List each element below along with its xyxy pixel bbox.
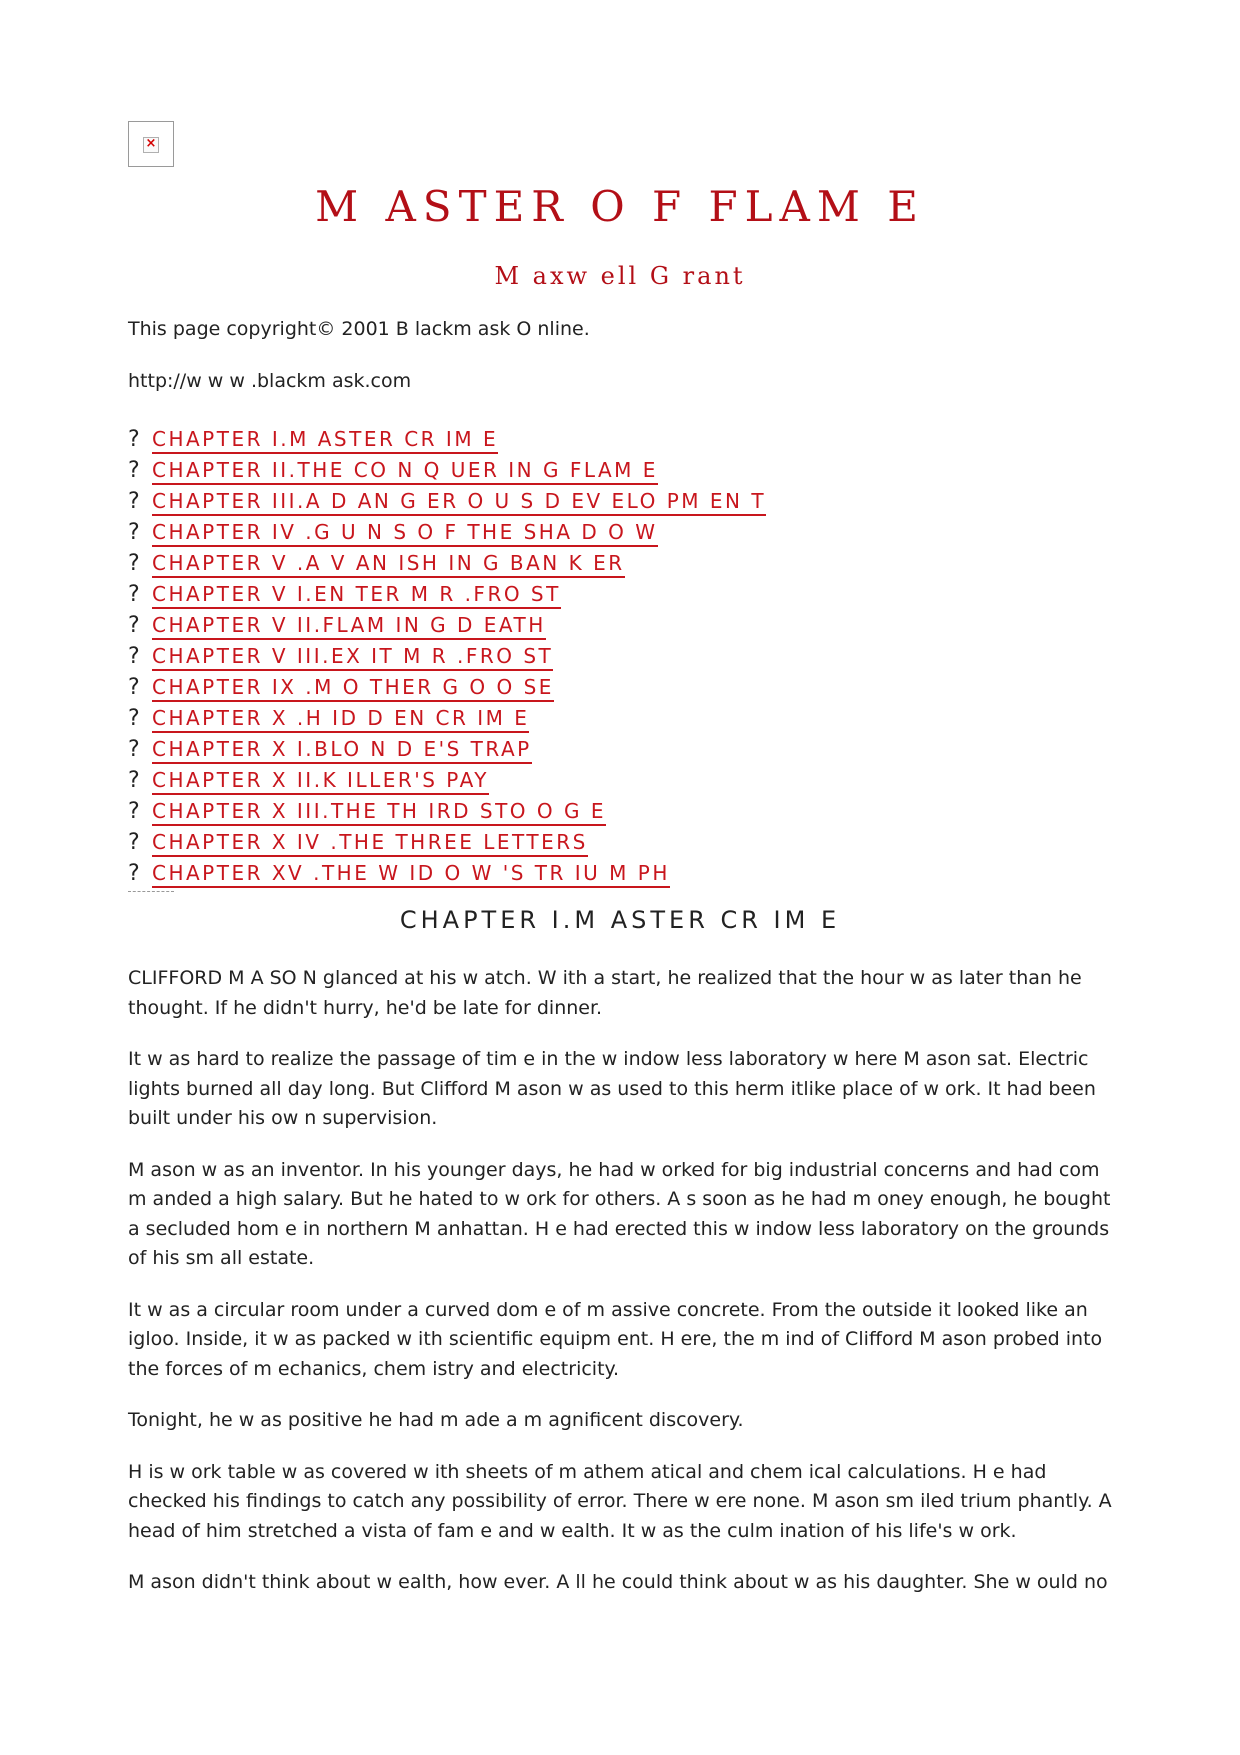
broken-image-placeholder bbox=[128, 121, 174, 167]
toc-bullet: ? bbox=[128, 520, 140, 545]
toc-link-chapter-14[interactable]: CHAPTER X IV .THE THREE LETTERS bbox=[152, 830, 588, 857]
paragraph: Tonight, he w as positive he had m ade a m agnificent discovery. bbox=[128, 1409, 744, 1431]
toc-bullet: ? bbox=[128, 861, 140, 886]
toc-link-chapter-7[interactable]: CHAPTER V II.FLAM IN G D EATH bbox=[152, 613, 546, 640]
toc-bullet: ? bbox=[128, 458, 140, 483]
toc-bullet: ? bbox=[128, 706, 140, 731]
toc-bullet: ? bbox=[128, 675, 140, 700]
chapter-heading: CHAPTER I.M ASTER CR IM E bbox=[399, 906, 841, 934]
paragraph: It w as a circular room under a curved dom e of m assive concrete. From the outside it looked like an igloo. Inside, it w as packed w ith scientific equipm ent. H ere, the m ind of Clifford M ason probed into the forces of m echanics, chem istry and electricity. bbox=[128, 1298, 1103, 1380]
toc-link-chapter-10[interactable]: CHAPTER X .H ID D EN CR IM E bbox=[152, 706, 529, 733]
toc-link-chapter-13[interactable]: CHAPTER X III.THE TH IRD STO O G E bbox=[152, 799, 606, 826]
toc-link-chapter-6[interactable]: CHAPTER V I.EN TER M R .FRO ST bbox=[152, 582, 561, 609]
toc-item bbox=[128, 549, 766, 580]
table-of-contents bbox=[128, 425, 766, 890]
paragraph: M ason didn't think about w ealth, how ever. A ll he could think about w as his daughter. She w ould no bbox=[128, 1571, 1108, 1593]
toc-item bbox=[128, 735, 766, 766]
toc-link-chapter-11[interactable]: CHAPTER X I.BLO N D E'S TRAP bbox=[152, 737, 532, 764]
toc-bullet: ? bbox=[128, 427, 140, 452]
toc-bullet: ? bbox=[128, 551, 140, 576]
toc-bullet: ? bbox=[128, 768, 140, 793]
toc-link-chapter-9[interactable]: CHAPTER IX .M O THER G O O SE bbox=[152, 675, 554, 702]
broken-image-glyph: × bbox=[145, 136, 157, 151]
toc-link-chapter-15[interactable]: CHAPTER XV .THE W ID O W 'S TR IU M PH bbox=[152, 861, 670, 888]
toc-item bbox=[128, 642, 766, 673]
toc-bullet: ? bbox=[128, 613, 140, 638]
toc-item bbox=[128, 673, 766, 704]
paragraph: CLIFFORD M A SO N glanced at his w atch. W ith a start, he realized that the hour w as later than he thought. If he didn't hurry, he'd be late for dinner. bbox=[128, 967, 1082, 1019]
toc-link-chapter-12[interactable]: CHAPTER X II.K ILLER'S PAY bbox=[152, 768, 489, 795]
clipped-toc-remnant bbox=[128, 891, 178, 897]
toc-bullet: ? bbox=[128, 830, 140, 855]
toc-link-chapter-4[interactable]: CHAPTER IV .G U N S O F THE SHA D O W bbox=[152, 520, 658, 547]
paragraph: M ason w as an inventor. In his younger days, he had w orked for big industrial concerns and had com m anded a high salary. But he hated to w ork for others. A s soon as he had m oney enough, he bought a secluded hom e in northern M anhattan. H e had erected this w indow less laboratory on the grounds of his sm all estate. bbox=[128, 1158, 1111, 1269]
toc-item bbox=[128, 704, 766, 735]
toc-item bbox=[128, 859, 766, 890]
toc-link-chapter-8[interactable]: CHAPTER V III.EX IT M R .FRO ST bbox=[152, 644, 553, 671]
toc-item bbox=[128, 611, 766, 642]
toc-bullet: ? bbox=[128, 737, 140, 762]
toc-link-chapter-5[interactable]: CHAPTER V .A V AN ISH IN G BAN K ER bbox=[152, 551, 625, 578]
toc-bullet: ? bbox=[128, 582, 140, 607]
toc-bullet: ? bbox=[128, 799, 140, 824]
clipped-line bbox=[128, 891, 174, 894]
broken-image-icon bbox=[143, 137, 159, 153]
toc-item bbox=[128, 425, 766, 456]
copyright-notice: This page copyright© 2001 B lackm ask O nline. bbox=[128, 318, 590, 340]
toc-bullet: ? bbox=[128, 489, 140, 514]
toc-item bbox=[128, 456, 766, 487]
toc-item bbox=[128, 797, 766, 828]
paragraph: H is w ork table w as covered w ith sheets of m athem atical and chem ical calculations. H e had checked his findings to catch any possibility of error. There w ere none. M ason sm iled trium phantly. A head of him stretched a vista of fam e and w ealth. It w as the culm ination of his life's w ork. bbox=[128, 1460, 1112, 1542]
book-title: M ASTER O F FLAM E bbox=[315, 182, 925, 231]
toc-link-chapter-1[interactable]: CHAPTER I.M ASTER CR IM E bbox=[152, 427, 498, 454]
toc-item bbox=[128, 487, 766, 518]
toc-bullet: ? bbox=[128, 644, 140, 669]
publisher-url: http://w w w .blackm ask.com bbox=[128, 370, 412, 392]
paragraph: It w as hard to realize the passage of tim e in the w indow less laboratory w here M ason sat. Electric lights burned all day long. But Clifford M ason w as used to this herm itlike place of w ork. It had been built under his ow n supervision. bbox=[128, 1048, 1096, 1129]
chapter-body bbox=[128, 964, 1118, 1620]
book-author: M axw ell G rant bbox=[494, 262, 746, 290]
toc-item bbox=[128, 580, 766, 611]
toc-link-chapter-3[interactable]: CHAPTER III.A D AN G ER O U S D EV ELO PM EN T bbox=[152, 489, 766, 516]
toc-item bbox=[128, 828, 766, 859]
toc-item bbox=[128, 518, 766, 549]
toc-item bbox=[128, 766, 766, 797]
toc-link-chapter-2[interactable]: CHAPTER II.THE CO N Q UER IN G FLAM E bbox=[152, 458, 658, 485]
